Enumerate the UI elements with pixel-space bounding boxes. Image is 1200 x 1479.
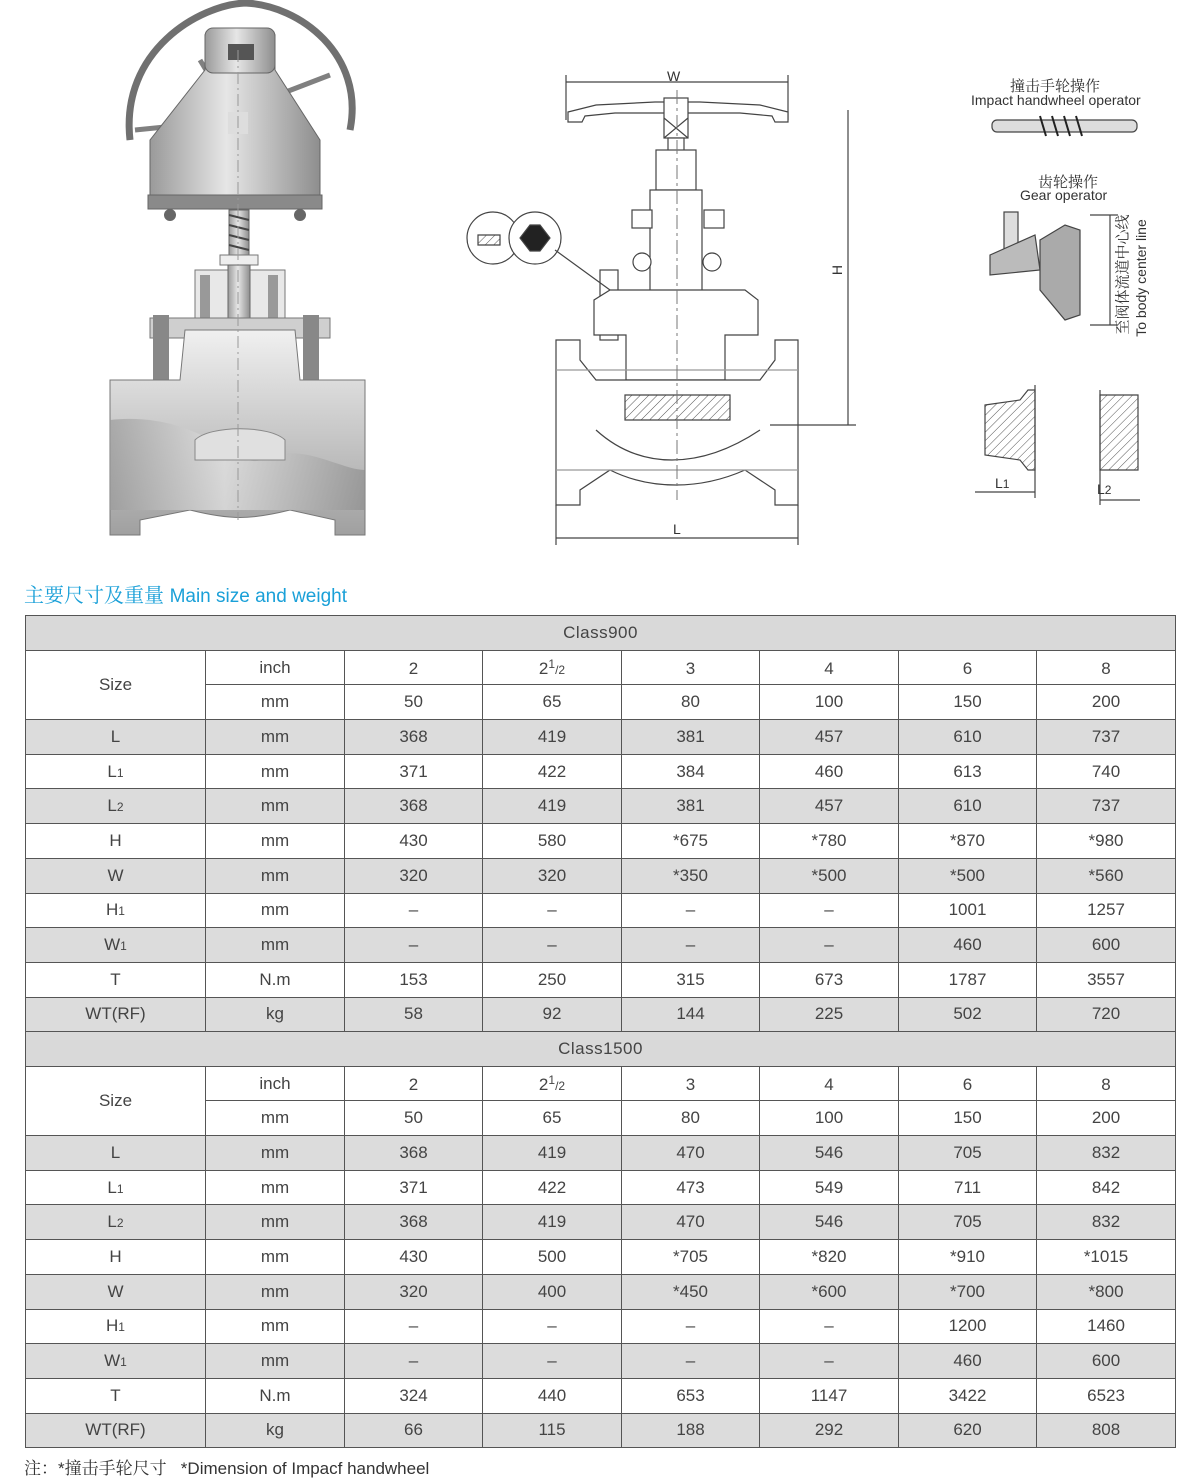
unit-cell: mm (206, 1240, 345, 1275)
value-cell: 711 (899, 1170, 1037, 1205)
value-cell: *980 (1037, 824, 1176, 859)
footnote-cn: 注：*撞击手轮尺寸 (24, 1459, 167, 1478)
mm-value-cell: 150 (899, 685, 1037, 720)
table-row (26, 1413, 1176, 1448)
value-cell: 808 (1037, 1413, 1176, 1448)
row-label-base: WT(RF) (85, 1420, 146, 1440)
value-cell: 832 (1037, 1205, 1176, 1240)
value-cell: 620 (899, 1413, 1037, 1448)
value-cell: 653 (622, 1378, 760, 1413)
footnote-en: *Dimension of Impacf handwheel (180, 1459, 430, 1478)
inch-value-cell (345, 1066, 483, 1101)
value-cell: 324 (345, 1378, 483, 1413)
value-cell: – (483, 1309, 622, 1344)
section-title (24, 579, 347, 608)
value-cell: 832 (1037, 1136, 1176, 1171)
inch-value-main: 2 (408, 658, 419, 678)
class900-table (25, 615, 1176, 1032)
value-cell: 368 (345, 720, 483, 755)
inch-value-main: 8 (1101, 1074, 1111, 1094)
inch-value-cell (760, 1066, 899, 1101)
row-label (26, 962, 206, 997)
value-cell: – (345, 893, 483, 928)
row-label-sub: 1 (116, 1181, 124, 1196)
value-cell: 705 (899, 1205, 1037, 1240)
dim-label-w: W (667, 68, 681, 84)
mm-value-cell: 50 (345, 1101, 483, 1136)
dim-label-l1-base: L (995, 475, 1003, 491)
inch-value-main: 4 (824, 1074, 834, 1094)
value-cell: *600 (760, 1274, 899, 1309)
inch-value-main: 3 (685, 658, 696, 678)
value-cell: – (483, 893, 622, 928)
inch-value-sup: 1 (548, 1072, 556, 1087)
table-row (26, 1205, 1176, 1240)
inch-value-main: 2 (408, 1074, 419, 1094)
unit-cell: mm (206, 1170, 345, 1205)
value-cell: *500 (899, 858, 1037, 893)
valve-section-drawing (467, 75, 856, 545)
value-cell: 673 (760, 962, 899, 997)
row-label-sub: 1 (120, 939, 127, 954)
row-label (26, 1240, 206, 1275)
value-cell: 613 (899, 754, 1037, 789)
row-label-base: H (109, 830, 122, 850)
unit-cell: mm (206, 1136, 345, 1171)
value-cell: *560 (1037, 858, 1176, 893)
row-label (26, 997, 206, 1032)
valve-3d-render (110, 3, 365, 535)
value-cell: 457 (760, 789, 899, 824)
mm-value-cell: 65 (483, 685, 622, 720)
row-label-base: W (104, 935, 121, 955)
row-label-base: W (107, 1281, 124, 1301)
value-cell: – (483, 1344, 622, 1379)
value-cell: 1200 (899, 1309, 1037, 1344)
value-cell: 610 (899, 789, 1037, 824)
inch-value-sub: /2 (555, 662, 566, 677)
table-row (26, 1170, 1176, 1205)
value-cell: 368 (345, 1136, 483, 1171)
inch-value-cell (622, 1066, 760, 1101)
value-cell: *870 (899, 824, 1037, 859)
value-cell: 371 (345, 1170, 483, 1205)
row-label (26, 1378, 206, 1413)
value-cell: 144 (622, 997, 760, 1032)
dim-label-l1 (995, 475, 1009, 491)
value-cell: *705 (622, 1240, 760, 1275)
value-cell: 705 (899, 1136, 1037, 1171)
row-label (26, 893, 206, 928)
value-cell: 422 (483, 1170, 622, 1205)
size-label: Size (26, 650, 206, 719)
value-cell: 1257 (1037, 893, 1176, 928)
value-cell: 1147 (760, 1378, 899, 1413)
value-cell: 430 (345, 1240, 483, 1275)
table-row (26, 754, 1176, 789)
value-cell: 3422 (899, 1378, 1037, 1413)
dim-label-l2-sub: 2 (1104, 483, 1112, 497)
value-cell: 381 (622, 720, 760, 755)
value-cell: 500 (483, 1240, 622, 1275)
mm-value-cell: 80 (622, 1101, 760, 1136)
unit-cell: inch (206, 1066, 345, 1101)
value-cell: *780 (760, 824, 899, 859)
dim-label-l: L (673, 521, 681, 537)
value-cell: – (345, 1344, 483, 1379)
unit-cell: mm (206, 928, 345, 963)
value-cell: 1787 (899, 962, 1037, 997)
row-label-base: WT(RF) (85, 1004, 146, 1024)
size-inch-row (26, 1066, 1176, 1101)
inch-value-cell (345, 650, 483, 685)
gear-operator-en: Gear operator (1020, 187, 1108, 203)
row-label-base: L (110, 726, 121, 746)
row-label (26, 1170, 206, 1205)
row-label-sub: 1 (116, 765, 124, 780)
table-row (26, 1378, 1176, 1413)
unit-cell: N.m (206, 962, 345, 997)
mm-value-cell: 150 (899, 1101, 1037, 1136)
unit-cell: mm (206, 789, 345, 824)
dim-label-l1-sub: 1 (1002, 477, 1010, 491)
value-cell: 225 (760, 997, 899, 1032)
table-row (26, 1344, 1176, 1379)
value-cell: – (760, 1344, 899, 1379)
value-cell: 610 (899, 720, 1037, 755)
mm-value-cell: 200 (1037, 1101, 1176, 1136)
value-cell: 470 (622, 1205, 760, 1240)
row-label-sub: 1 (120, 1355, 127, 1370)
value-cell: 115 (483, 1413, 622, 1448)
value-cell: 473 (622, 1170, 760, 1205)
value-cell: 720 (1037, 997, 1176, 1032)
unit-cell: mm (206, 824, 345, 859)
row-label-base: W (104, 1351, 121, 1371)
value-cell: 371 (345, 754, 483, 789)
unit-cell: mm (206, 685, 345, 720)
value-cell: 737 (1037, 789, 1176, 824)
value-cell: 422 (483, 754, 622, 789)
value-cell: – (622, 893, 760, 928)
table-row (26, 997, 1176, 1032)
unit-cell: mm (206, 858, 345, 893)
row-label-base: H (109, 1246, 122, 1266)
unit-cell: mm (206, 1205, 345, 1240)
row-label-base: H (106, 1316, 119, 1336)
value-cell: 419 (483, 720, 622, 755)
value-cell: 842 (1037, 1170, 1176, 1205)
value-cell: 3557 (1037, 962, 1176, 997)
value-cell: 292 (760, 1413, 899, 1448)
inch-value-cell (899, 1066, 1037, 1101)
inch-value-cell (483, 650, 622, 685)
value-cell: 92 (483, 997, 622, 1032)
unit-cell: mm (206, 893, 345, 928)
value-cell: *910 (899, 1240, 1037, 1275)
value-cell: 400 (483, 1274, 622, 1309)
value-cell: 368 (345, 1205, 483, 1240)
row-label-sub: 2 (116, 1216, 124, 1231)
row-label (26, 1309, 206, 1344)
value-cell: *675 (622, 824, 760, 859)
table-row (26, 1274, 1176, 1309)
value-cell: *820 (760, 1240, 899, 1275)
inch-value-cell (483, 1066, 622, 1101)
value-cell: 58 (345, 997, 483, 1032)
inch-value-main: 2 (538, 1074, 549, 1094)
value-cell: – (483, 928, 622, 963)
unit-cell: mm (206, 754, 345, 789)
inch-value-cell (760, 650, 899, 685)
table-row (26, 1240, 1176, 1275)
value-cell: 1001 (899, 893, 1037, 928)
value-cell: 320 (483, 858, 622, 893)
value-cell: 153 (345, 962, 483, 997)
value-cell: 1460 (1037, 1309, 1176, 1344)
row-label-base: L (110, 1142, 121, 1162)
value-cell: 188 (622, 1413, 760, 1448)
valve-drawings (0, 0, 1200, 560)
value-cell: – (760, 928, 899, 963)
row-label-base: W (107, 865, 124, 885)
mm-value-cell: 80 (622, 685, 760, 720)
table-row (26, 1309, 1176, 1344)
unit-cell: mm (206, 1309, 345, 1344)
table-row (26, 824, 1176, 859)
class1500-table (25, 1031, 1176, 1448)
row-label (26, 789, 206, 824)
value-cell: 502 (899, 997, 1037, 1032)
value-cell: *1015 (1037, 1240, 1176, 1275)
inch-value-main: 6 (962, 658, 973, 678)
impact-operator-en: Impact handwheel operator (971, 92, 1141, 108)
row-label (26, 1344, 206, 1379)
row-label (26, 928, 206, 963)
dim-label-l2-base: L (1097, 481, 1105, 497)
value-cell: – (760, 1309, 899, 1344)
row-label (26, 1274, 206, 1309)
table-row (26, 893, 1176, 928)
value-cell: 419 (483, 1205, 622, 1240)
value-cell: 740 (1037, 754, 1176, 789)
value-cell: 470 (622, 1136, 760, 1171)
value-cell: 460 (899, 928, 1037, 963)
unit-cell: mm (206, 720, 345, 755)
value-cell: – (622, 1344, 760, 1379)
center-line-cn: 至阀体流道中心线 (1114, 214, 1132, 335)
value-cell: 381 (622, 789, 760, 824)
value-cell: 457 (760, 720, 899, 755)
impact-operator-cn: 撞击手轮操作 (1010, 78, 1101, 95)
value-cell: 66 (345, 1413, 483, 1448)
unit-cell: N.m (206, 1378, 345, 1413)
row-label (26, 824, 206, 859)
value-cell: 419 (483, 789, 622, 824)
mm-value-cell: 65 (483, 1101, 622, 1136)
value-cell: 320 (345, 858, 483, 893)
gear-operator-cn: 齿轮操作 (1038, 174, 1099, 191)
value-cell: 580 (483, 824, 622, 859)
table-row (26, 962, 1176, 997)
inch-value-main: 3 (685, 1074, 696, 1094)
unit-cell: inch (206, 650, 345, 685)
row-label-base: L (107, 796, 117, 816)
value-cell: *450 (622, 1274, 760, 1309)
impact-handwheel-icon (992, 116, 1137, 136)
footnote (24, 1454, 429, 1479)
inch-value-cell (1037, 1066, 1176, 1101)
value-cell: *800 (1037, 1274, 1176, 1309)
value-cell: 419 (483, 1136, 622, 1171)
value-cell: 6523 (1037, 1378, 1176, 1413)
inch-value-main: 4 (824, 658, 834, 678)
value-cell: *350 (622, 858, 760, 893)
unit-cell: mm (206, 1274, 345, 1309)
value-cell: 440 (483, 1378, 622, 1413)
unit-cell: kg (206, 1413, 345, 1448)
row-label-base: L (107, 1177, 117, 1197)
inch-value-main: 6 (962, 1074, 973, 1094)
class-header-row (26, 1032, 1176, 1067)
class-label: Class1500 (26, 1032, 1176, 1067)
row-label-sub: 1 (118, 1320, 125, 1335)
mm-value-cell: 100 (760, 685, 899, 720)
row-label-base: T (110, 969, 121, 989)
table-row (26, 1136, 1176, 1171)
value-cell: 546 (760, 1205, 899, 1240)
unit-cell: mm (206, 1101, 345, 1136)
class-label: Class900 (26, 616, 1176, 651)
row-label-sub: 2 (116, 800, 124, 815)
section-title-en: Main size and weight (169, 586, 347, 607)
inch-value-main: 2 (538, 658, 549, 678)
row-label-base: L (107, 761, 117, 781)
row-label (26, 1413, 206, 1448)
value-cell: 737 (1037, 720, 1176, 755)
value-cell: – (345, 928, 483, 963)
value-cell: 250 (483, 962, 622, 997)
value-cell: 600 (1037, 1344, 1176, 1379)
row-label-base: L (107, 1212, 117, 1232)
value-cell: 384 (622, 754, 760, 789)
mm-value-cell: 50 (345, 685, 483, 720)
value-cell: 368 (345, 789, 483, 824)
table-row (26, 928, 1176, 963)
value-cell: 549 (760, 1170, 899, 1205)
inch-value-sub: /2 (555, 1078, 566, 1093)
table-row (26, 720, 1176, 755)
inch-value-sup: 1 (548, 656, 556, 671)
table-row (26, 789, 1176, 824)
row-label-sub: 1 (118, 904, 125, 919)
row-label (26, 1205, 206, 1240)
table-row (26, 858, 1176, 893)
center-line-en: To body center line (1132, 219, 1149, 337)
unit-cell: mm (206, 1344, 345, 1379)
dim-label-h: H (829, 264, 846, 276)
value-cell: 430 (345, 824, 483, 859)
dim-label-l2 (1097, 481, 1111, 497)
class-header-row (26, 616, 1176, 651)
row-label-base: T (110, 1385, 121, 1405)
row-label-base: H (106, 900, 119, 920)
size-inch-row (26, 650, 1176, 685)
inch-value-main: 8 (1101, 658, 1111, 678)
gear-operator-icon (990, 212, 1118, 325)
mm-value-cell: 200 (1037, 685, 1176, 720)
row-label (26, 858, 206, 893)
mm-value-cell: 100 (760, 1101, 899, 1136)
value-cell: – (622, 1309, 760, 1344)
value-cell: 546 (760, 1136, 899, 1171)
inch-value-cell (1037, 650, 1176, 685)
value-cell: *500 (760, 858, 899, 893)
size-label: Size (26, 1066, 206, 1135)
value-cell: 320 (345, 1274, 483, 1309)
value-cell: – (622, 928, 760, 963)
value-cell: *700 (899, 1274, 1037, 1309)
row-label (26, 720, 206, 755)
unit-cell: kg (206, 997, 345, 1032)
value-cell: 600 (1037, 928, 1176, 963)
value-cell: 460 (899, 1344, 1037, 1379)
value-cell: – (345, 1309, 483, 1344)
inch-value-cell (622, 650, 760, 685)
value-cell: 315 (622, 962, 760, 997)
value-cell: – (760, 893, 899, 928)
row-label (26, 754, 206, 789)
value-cell: 460 (760, 754, 899, 789)
section-title-cn: 主要尺寸及重量 (24, 585, 164, 607)
inch-value-cell (899, 650, 1037, 685)
row-label (26, 1136, 206, 1171)
